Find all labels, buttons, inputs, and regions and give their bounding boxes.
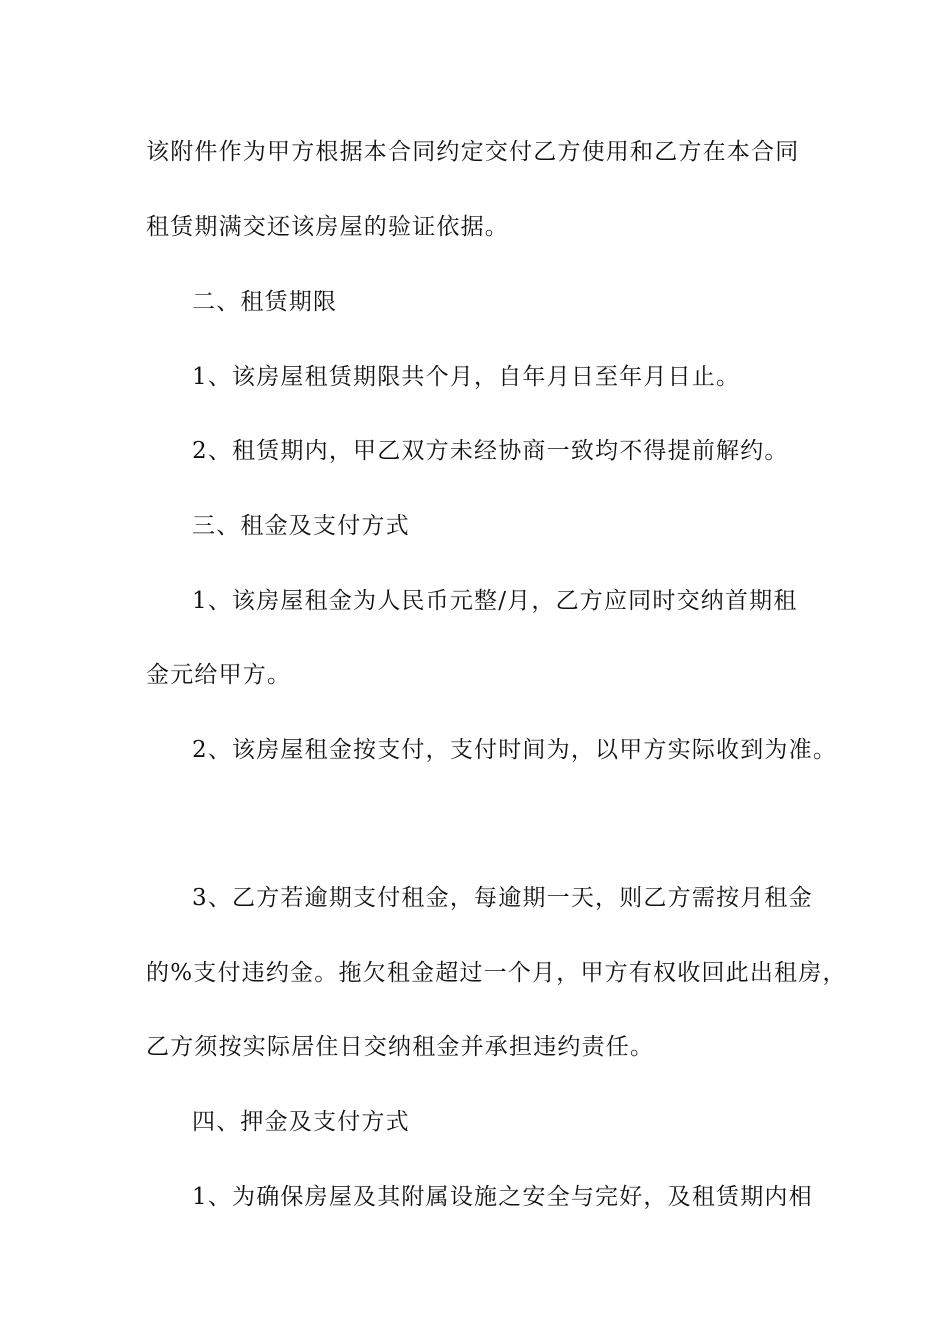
clause-3-3: 3、乙方若逾期支付租金，每逾期一天，则乙方需按月租金: [192, 885, 813, 911]
section-heading-4: 四、押金及支付方式: [192, 1109, 410, 1135]
paragraph-line-1: 该附件作为甲方根据本合同约定交付乙方使用和乙方在本合同: [146, 139, 800, 165]
paragraph-line-2: 租赁期满交还该房屋的验证依据。: [146, 214, 509, 240]
clause-3-3-continued-2: 乙方须按实际居住日交纳租金并承担违约责任。: [146, 1034, 655, 1060]
clause-3-2: 2、该房屋租金按支付，支付时间为，以甲方实际收到为准。: [192, 737, 838, 763]
clause-4-1: 1、为确保房屋及其附属设施之安全与完好，及租赁期内相: [192, 1184, 813, 1210]
section-heading-2: 二、租赁期限: [192, 289, 338, 315]
clause-3-1: 1、该房屋租金为人民币元整/月，乙方应同时交纳首期租: [192, 588, 798, 614]
section-heading-3: 三、租金及支付方式: [192, 513, 410, 539]
clause-2-1: 1、该房屋租赁期限共个月，自年月日至年月日止。: [192, 364, 741, 390]
clause-3-3-continued-1: 的%支付违约金。拖欠租金超过一个月，甲方有权收回此出租房，: [146, 960, 847, 986]
clause-3-1-continued: 金元给甲方。: [146, 662, 292, 688]
clause-2-2: 2、租赁期内，甲乙双方未经协商一致均不得提前解约。: [192, 438, 789, 464]
